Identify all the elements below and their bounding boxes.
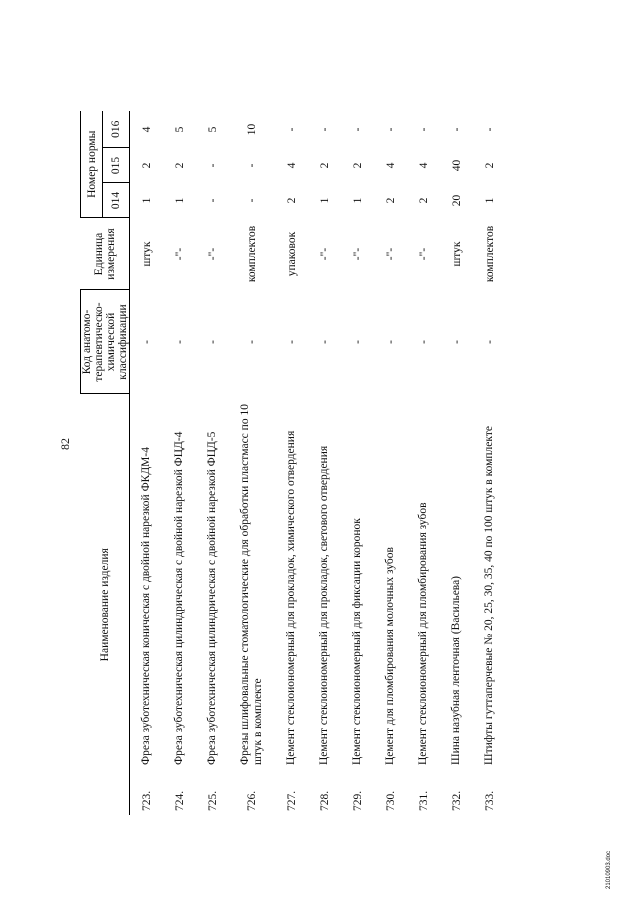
header-norm-014: 014 [103,183,130,218]
cell-name: Фреза зуботехническая цилиндрическая с двойной нарезкой ФЦД-5 [205,431,218,765]
table-row [163,111,196,815]
cell-n015: 40 [450,159,463,172]
header-atc-line: Код анатомо- [81,309,93,375]
cell-code: - [417,340,430,344]
header-unit [81,218,130,290]
cell-n016: 5 [173,126,186,133]
table-row [473,111,506,815]
table-row [130,111,164,815]
cell-n014: 1 [351,197,364,204]
table-row [275,111,308,815]
header-atc-line: терапевтическо- [93,302,105,382]
cell-name: Цемент стеклоиономерный для прокладок, химического отвердения [284,430,297,765]
cell-n014: 1 [483,197,496,204]
header-norm-group: Номер нормы [81,111,103,218]
cell-unit: -"- [173,247,186,261]
header-unit-line: Единица [92,232,105,276]
page-number: 82 [58,438,72,450]
table-row [440,111,473,815]
cell-n015: 2 [140,162,153,169]
cell-name: Цемент для пломбирования молочных зубов [383,547,396,765]
cell-name: Шина назубная ленточная (Васильева) [449,575,462,765]
cell-n016: - [450,127,463,132]
cell-n015: 4 [384,162,397,169]
cell-unit: штук [450,241,463,267]
cell-name: Фреза зуботехническая коническая с двойной нарезкой ФКДМ-4 [139,447,152,765]
cell-n014: 20 [450,194,463,207]
cell-name: Цемент стеклоиономерный для пломбирования зубов [416,502,429,765]
cell-num: 723. [140,790,153,811]
cell-n014: 2 [285,197,298,204]
cell-n015: 4 [417,162,430,169]
header-atc-line: химической [105,312,117,372]
table-row [374,111,407,815]
cell-n016: 5 [206,126,219,133]
cell-unit: упаковок [285,231,298,277]
cell-code: - [450,340,463,344]
cell-n015: 2 [318,162,331,169]
cell-n014: 1 [318,197,331,204]
cell-n016: - [483,127,496,132]
cell-unit: -"- [384,247,397,261]
header-name [81,394,130,815]
cell-code: - [285,340,298,344]
cell-n014: 1 [140,197,153,204]
header-norm-015: 015 [103,148,130,183]
cell-n016: 4 [140,126,153,133]
cell-code: - [140,340,153,344]
cell-unit: штук [140,241,153,267]
cell-unit: -"- [351,247,364,261]
cell-unit: комплектов [483,225,496,283]
table-row [407,111,440,815]
table-body [130,111,507,815]
header-name-text: Наименование изделия [98,548,111,662]
footer-filename: 21010903.doc [606,850,612,889]
cell-num: 728. [318,790,331,811]
cell-num: 732. [450,790,463,811]
cell-name: Фрезы шлифовальные стоматологические для обработки пластмасс по 10 штук в комплекте [238,404,264,765]
cell-num: 733. [483,790,496,811]
cell-unit: комплектов [246,225,258,283]
cell-num: 725. [206,790,219,811]
cell-n016: - [384,127,397,132]
cell-n016: 10 [246,123,258,136]
cell-name: Штифты гуттаперчевые № 20, 25, 30, 35, 40 по 100 штук в комплекте [482,426,495,765]
cell-n015: 2 [483,162,496,169]
cell-n015: - [246,163,258,168]
cell-n015: 2 [351,162,364,169]
table-row [229,111,275,815]
cell-n015: 4 [285,162,298,169]
cell-n014: - [206,198,219,203]
cell-n016: - [351,127,364,132]
cell-num: 729. [351,790,364,811]
cell-unit: -"- [318,247,331,261]
norms-table [80,111,506,815]
cell-code: - [206,340,219,344]
cell-name: Цемент стеклоиономерный для фиксации коронок [350,518,363,765]
table-header [81,111,130,815]
cell-n014: 1 [173,197,186,204]
cell-n014: 2 [417,197,430,204]
table-row [308,111,341,815]
header-atc-code [81,290,130,394]
cell-num: 726. [246,790,258,811]
cell-code: - [173,340,186,344]
cell-code: - [351,340,364,344]
cell-num: 727. [285,790,298,811]
cell-n015: - [206,163,219,168]
cell-name: Фреза зуботехническая цилиндрическая с двойной нарезкой ФЦД-4 [172,431,185,765]
cell-n016: - [417,127,430,132]
table-row [341,111,374,815]
cell-n014: - [246,198,258,203]
cell-n014: 2 [384,197,397,204]
table-row [196,111,229,815]
header-norm-016: 016 [103,111,130,148]
cell-name: Цемент стеклоиономерный для прокладок, светового отвердения [317,445,330,765]
cell-code: - [483,340,496,344]
cell-unit: -"- [417,247,430,261]
cell-n015: 2 [173,162,186,169]
header-atc-line: классификации [117,304,129,380]
cell-num: 731. [417,790,430,811]
cell-unit: -"- [206,247,219,261]
cell-code: - [384,340,397,344]
cell-num: 730. [384,790,397,811]
header-unit-line: измерения [104,228,117,280]
cell-n016: - [318,127,331,132]
cell-num: 724. [173,790,186,811]
cell-n016: - [285,127,298,132]
cell-code: - [318,340,331,344]
cell-code: - [246,340,258,344]
